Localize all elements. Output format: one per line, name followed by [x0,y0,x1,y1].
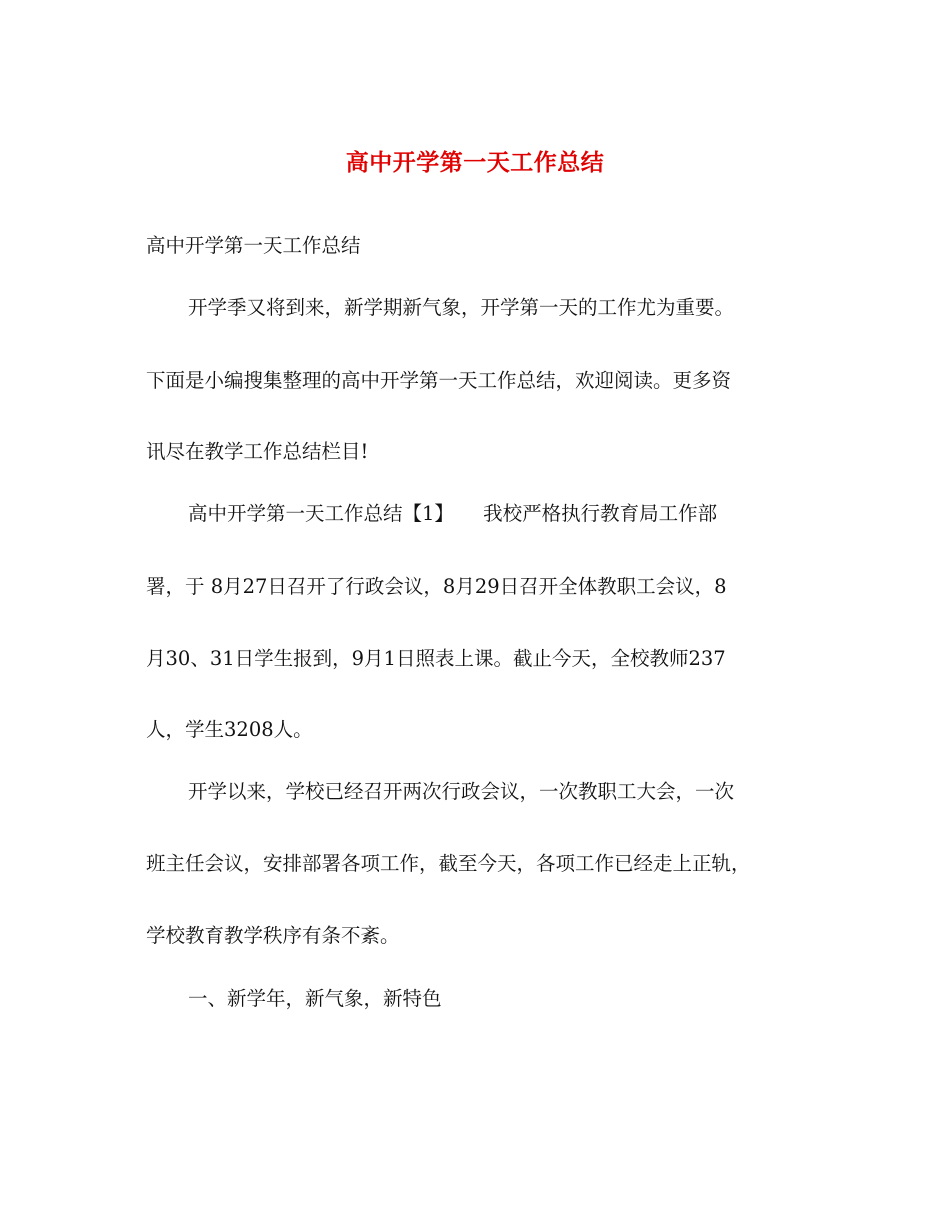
paragraph-line: 开学以来，学校已经召开两次行政会议，一次教职工大会，一次 [188,780,735,803]
document-title: 高中开学第一天工作总结 [345,149,605,176]
paragraph-line: 开学季又将到来，新学期新气象，开学第一天的工作尤为重要。 [188,296,735,319]
paragraph-line: 署，于 8月27日召开了行政会议，8月29日召开全体教职工会议，8 [146,575,727,598]
paragraph-line: 下面是小编搜集整理的高中开学第一天工作总结，欢迎阅读。更多资 [146,369,732,392]
paragraph-line: 高中开学第一天工作总结【1】 我校严格执行教育局工作部 [188,502,718,525]
paragraph-line: 班主任会议，安排部署各项工作，截至今天，各项工作已经走上正轨， [146,852,751,875]
section-heading: 一、新学年，新气象，新特色 [188,987,442,1010]
paragraph-line: 月30、31日学生报到，9月1日照表上课。截止今天，全校教师237 [146,647,726,670]
paragraph-line: 人，学生3208人。 [146,718,313,741]
document-subtitle: 高中开学第一天工作总结 [146,234,361,257]
paragraph-line: 学校教育教学秩序有条不紊。 [146,924,400,947]
paragraph-line: 讯尽在教学工作总结栏目! [146,440,369,463]
